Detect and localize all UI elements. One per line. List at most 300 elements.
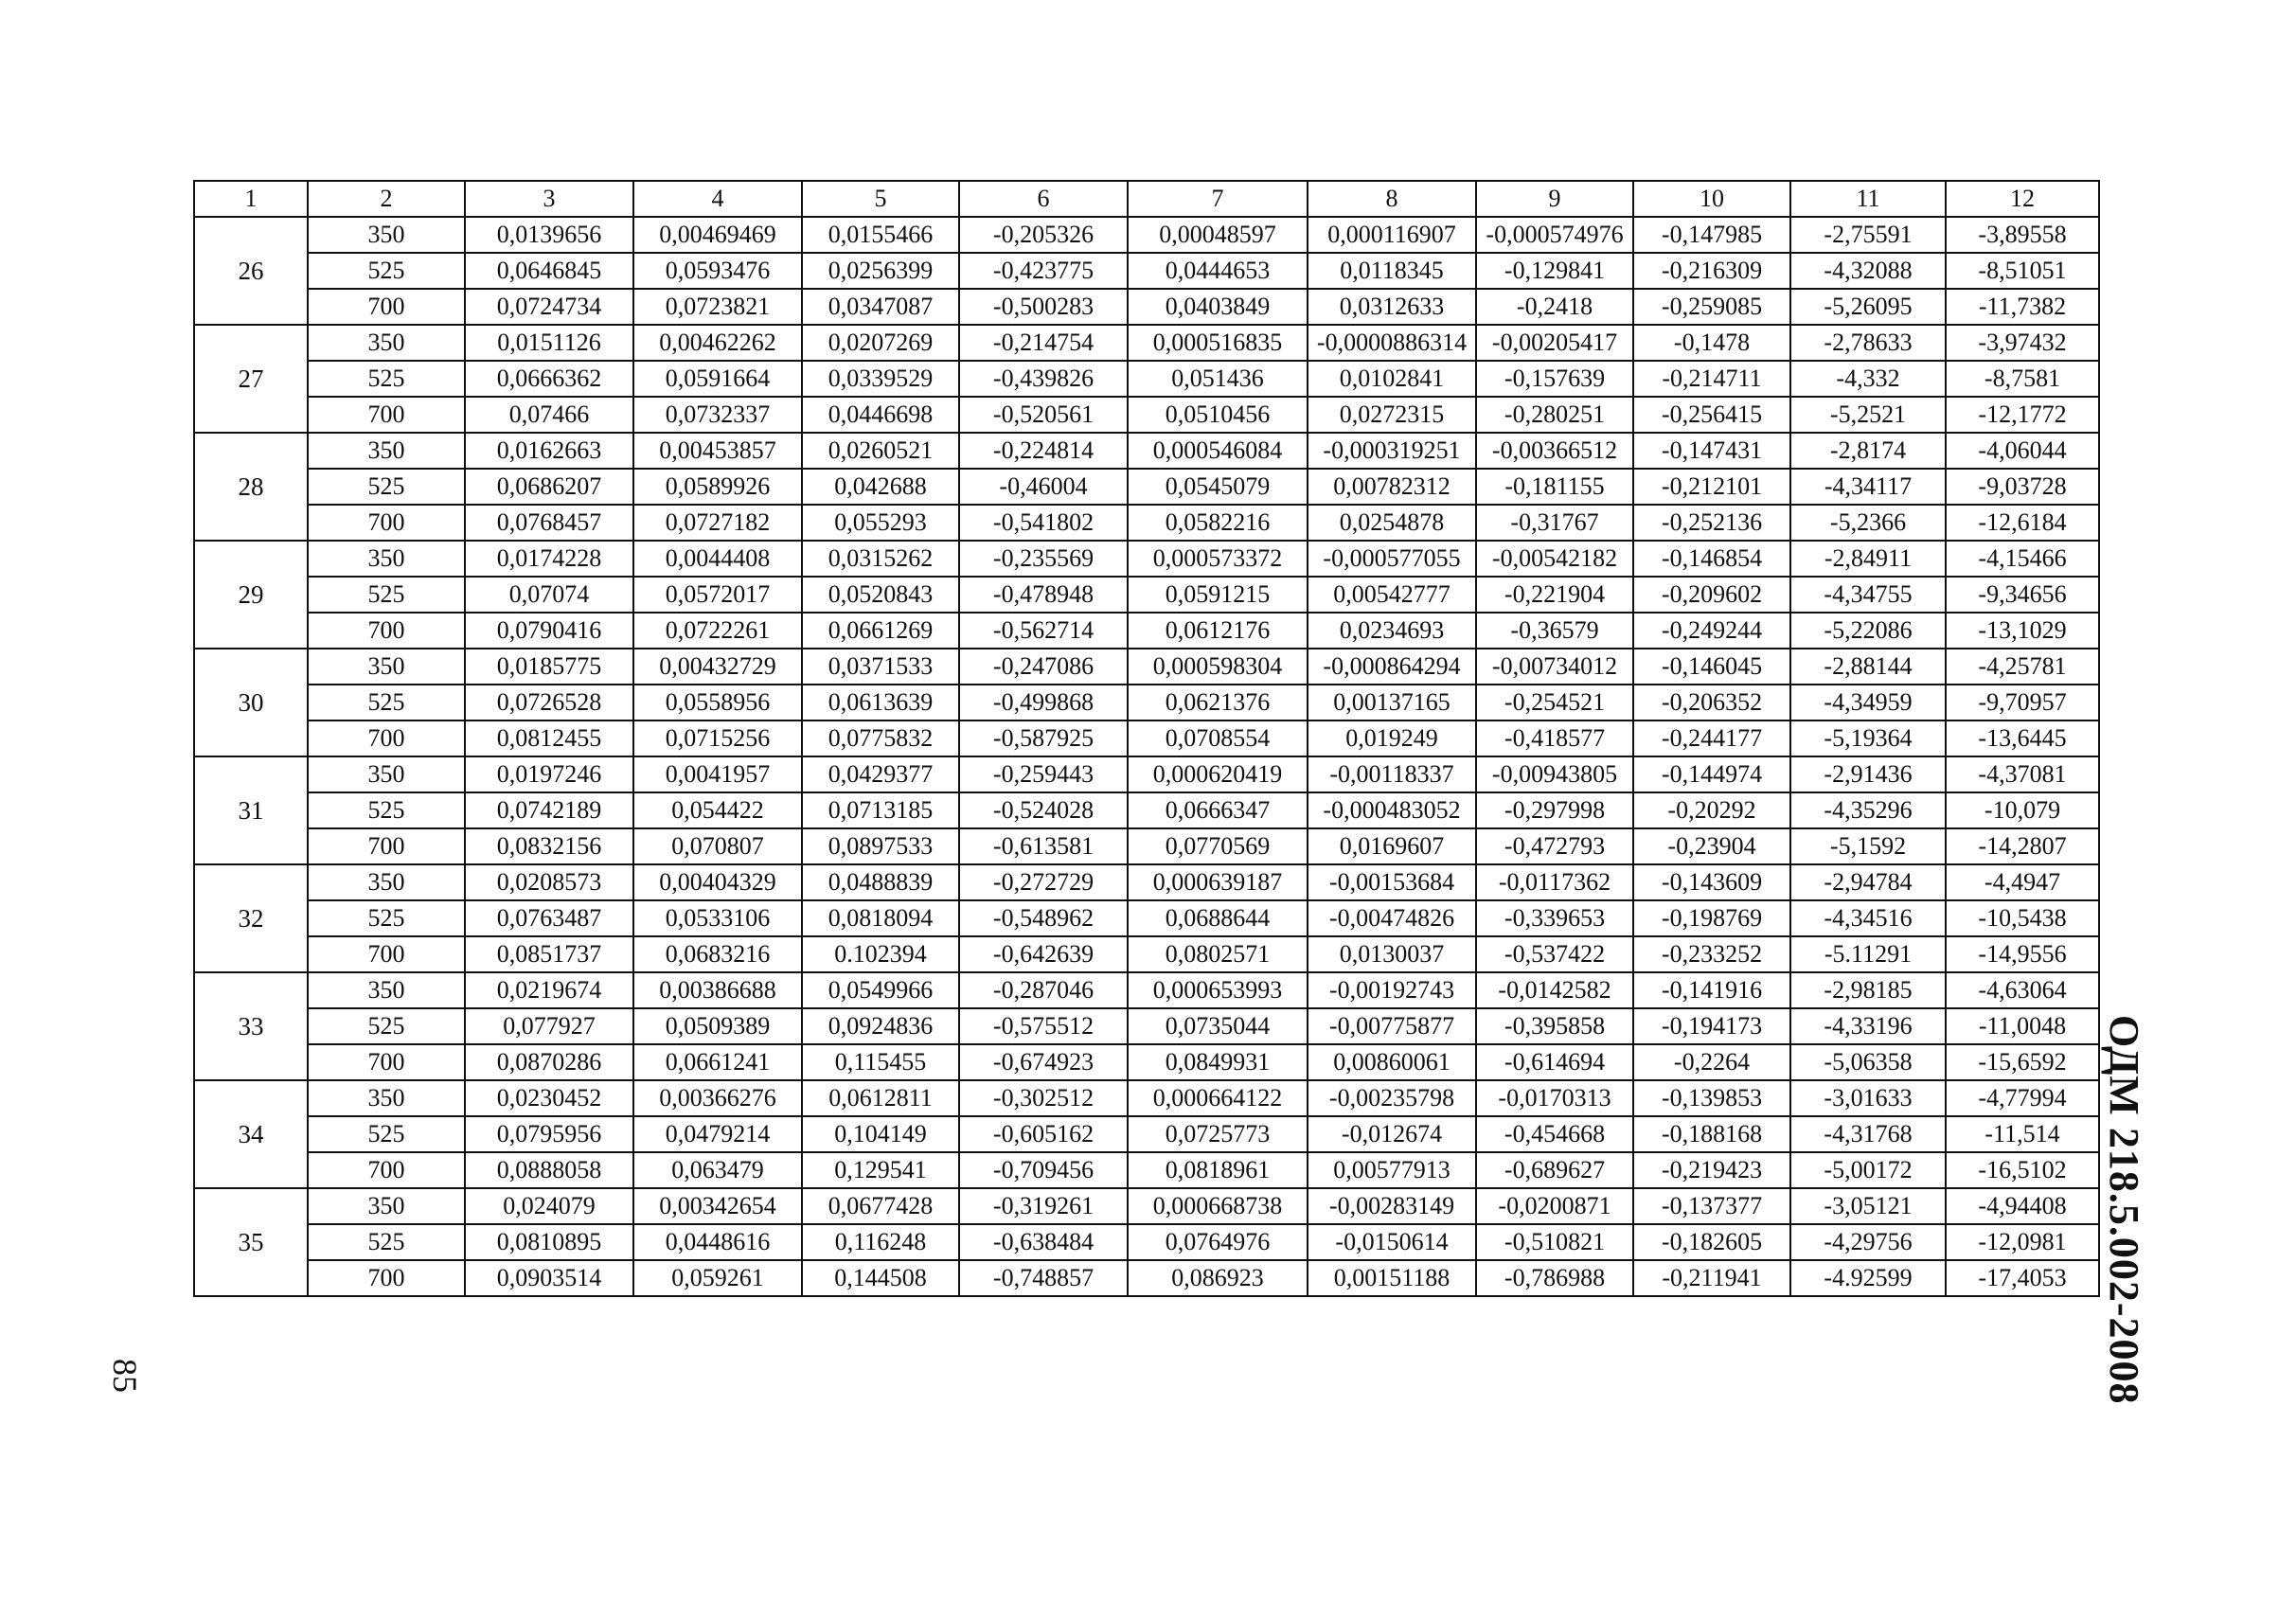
- value-cell: 0,0260521: [802, 433, 959, 469]
- column-header: 6: [959, 181, 1128, 217]
- value-cell: -4,34516: [1790, 900, 1946, 936]
- group-id-cell: 28: [194, 433, 308, 541]
- value-cell: -0,2264: [1633, 1044, 1790, 1080]
- value-cell: 0,0686207: [465, 469, 633, 505]
- value-cell: 0,0723821: [633, 289, 802, 325]
- value-cell: -0,709456: [959, 1152, 1128, 1188]
- value-cell: -12,6184: [1946, 505, 2099, 541]
- value-cell: -0,129841: [1476, 253, 1633, 289]
- value-cell: -0,259085: [1633, 289, 1790, 325]
- value-cell: -0,146045: [1633, 649, 1790, 685]
- value-cell: 0,0713185: [802, 792, 959, 828]
- load-cell: 350: [308, 541, 465, 577]
- value-cell: -0,423775: [959, 253, 1128, 289]
- value-cell: 0,0661269: [802, 613, 959, 649]
- value-cell: -5,00172: [1790, 1152, 1946, 1188]
- value-cell: -0,000319251: [1308, 433, 1476, 469]
- load-cell: 350: [308, 217, 465, 253]
- value-cell: -0,00474826: [1308, 900, 1476, 936]
- value-cell: -0,252136: [1633, 505, 1790, 541]
- value-cell: 0,0591664: [633, 361, 802, 397]
- value-cell: 0,0888058: [465, 1152, 633, 1188]
- page-number: 85: [106, 1359, 144, 1393]
- value-cell: 0,0849931: [1128, 1044, 1308, 1080]
- value-cell: -8,7581: [1946, 361, 2099, 397]
- value-cell: 0,0197246: [465, 756, 633, 792]
- table-row: [194, 433, 2099, 469]
- value-cell: 0,0130037: [1308, 936, 1476, 972]
- table-row: [194, 469, 2099, 505]
- value-cell: -0,339653: [1476, 900, 1633, 936]
- value-cell: 0,0724734: [465, 289, 633, 325]
- value-cell: -0,537422: [1476, 936, 1633, 972]
- value-cell: 0,070807: [633, 828, 802, 864]
- value-cell: -5,22086: [1790, 613, 1946, 649]
- value-cell: 0,0572017: [633, 577, 802, 613]
- column-header: 5: [802, 181, 959, 217]
- value-cell: 0,0444653: [1128, 253, 1308, 289]
- value-cell: 0,00453857: [633, 433, 802, 469]
- table-row: [194, 828, 2099, 864]
- value-cell: 0,0234693: [1308, 613, 1476, 649]
- value-cell: 0,0870286: [465, 1044, 633, 1080]
- value-cell: -0,00118337: [1308, 756, 1476, 792]
- value-cell: -15,6592: [1946, 1044, 2099, 1080]
- value-cell: 0,00462262: [633, 325, 802, 361]
- value-cell: -0,147431: [1633, 433, 1790, 469]
- value-cell: 0,0256399: [802, 253, 959, 289]
- value-cell: 0,0851737: [465, 936, 633, 972]
- value-cell: 0,0621376: [1128, 685, 1308, 720]
- value-cell: -0,247086: [959, 649, 1128, 685]
- value-cell: 0,0795956: [465, 1116, 633, 1152]
- value-cell: -0,2418: [1476, 289, 1633, 325]
- value-cell: 0,00469469: [633, 217, 802, 253]
- value-cell: 0,000620419: [1128, 756, 1308, 792]
- value-cell: -0,297998: [1476, 792, 1633, 828]
- value-cell: -13,1029: [1946, 613, 2099, 649]
- value-cell: 0,0818094: [802, 900, 959, 936]
- value-cell: -0,748857: [959, 1260, 1128, 1296]
- load-cell: 350: [308, 864, 465, 900]
- value-cell: -17,4053: [1946, 1260, 2099, 1296]
- value-cell: 0,00860061: [1308, 1044, 1476, 1080]
- value-cell: 0,042688: [802, 469, 959, 505]
- value-cell: -9,03728: [1946, 469, 2099, 505]
- value-cell: 0,054422: [633, 792, 802, 828]
- value-cell: -10,5438: [1946, 900, 2099, 936]
- value-cell: -0,587925: [959, 720, 1128, 756]
- load-cell: 525: [308, 469, 465, 505]
- value-cell: -0,23904: [1633, 828, 1790, 864]
- value-cell: -0,472793: [1476, 828, 1633, 864]
- load-cell: 525: [308, 792, 465, 828]
- value-cell: 0,0735044: [1128, 1008, 1308, 1044]
- value-cell: 0,144508: [802, 1260, 959, 1296]
- group-id-cell: 33: [194, 972, 308, 1080]
- value-cell: 0,0371533: [802, 649, 959, 685]
- load-cell: 525: [308, 1008, 465, 1044]
- value-cell: -5,06358: [1790, 1044, 1946, 1080]
- value-cell: -0,214754: [959, 325, 1128, 361]
- value-cell: -0,188168: [1633, 1116, 1790, 1152]
- value-cell: -0,319261: [959, 1188, 1128, 1224]
- value-cell: -0,233252: [1633, 936, 1790, 972]
- value-cell: 0,0479214: [633, 1116, 802, 1152]
- value-cell: -0,689627: [1476, 1152, 1633, 1188]
- value-cell: -0,46004: [959, 469, 1128, 505]
- value-cell: 0,07466: [465, 397, 633, 433]
- value-cell: -0,139853: [1633, 1080, 1790, 1116]
- value-cell: -0,0200871: [1476, 1188, 1633, 1224]
- value-cell: -0,143609: [1633, 864, 1790, 900]
- value-cell: 0,0790416: [465, 613, 633, 649]
- value-cell: 0,0347087: [802, 289, 959, 325]
- value-cell: 0,0339529: [802, 361, 959, 397]
- value-cell: -0,614694: [1476, 1044, 1633, 1080]
- value-cell: 0,00404329: [633, 864, 802, 900]
- value-cell: 0,0582216: [1128, 505, 1308, 541]
- value-cell: 0,0732337: [633, 397, 802, 433]
- value-cell: 0,0726528: [465, 685, 633, 720]
- value-cell: 0,0520843: [802, 577, 959, 613]
- value-cell: -0,499868: [959, 685, 1128, 720]
- column-header: 7: [1128, 181, 1308, 217]
- value-cell: -0,0170313: [1476, 1080, 1633, 1116]
- value-cell: -14,9556: [1946, 936, 2099, 972]
- value-cell: 0,0208573: [465, 864, 633, 900]
- value-cell: 0,0230452: [465, 1080, 633, 1116]
- value-cell: -0,212101: [1633, 469, 1790, 505]
- value-cell: 0,00386688: [633, 972, 802, 1008]
- table-row: [194, 613, 2099, 649]
- value-cell: -0,182605: [1633, 1224, 1790, 1260]
- value-cell: 0,07074: [465, 577, 633, 613]
- value-cell: 0,00137165: [1308, 685, 1476, 720]
- value-cell: -0,500283: [959, 289, 1128, 325]
- value-cell: 0,024079: [465, 1188, 633, 1224]
- value-cell: 0,0169607: [1308, 828, 1476, 864]
- load-cell: 350: [308, 325, 465, 361]
- value-cell: -0,259443: [959, 756, 1128, 792]
- value-cell: -0,221904: [1476, 577, 1633, 613]
- value-cell: 0,0219674: [465, 972, 633, 1008]
- group-id-cell: 31: [194, 756, 308, 864]
- value-cell: -0,520561: [959, 397, 1128, 433]
- value-cell: 0,0151126: [465, 325, 633, 361]
- data-table: [193, 180, 2100, 1297]
- document-code: ОДМ 218.5.002-2008: [2101, 1015, 2147, 1405]
- value-cell: 0,0775832: [802, 720, 959, 756]
- value-cell: 0,0558956: [633, 685, 802, 720]
- value-cell: -0,575512: [959, 1008, 1128, 1044]
- value-cell: 0,0646845: [465, 253, 633, 289]
- value-cell: -0,216309: [1633, 253, 1790, 289]
- group-id-cell: 30: [194, 649, 308, 756]
- value-cell: 0,116248: [802, 1224, 959, 1260]
- value-cell: 0,0612176: [1128, 613, 1308, 649]
- value-cell: -0,249244: [1633, 613, 1790, 649]
- value-cell: -0,00943805: [1476, 756, 1633, 792]
- table-row: [194, 685, 2099, 720]
- value-cell: -4,4947: [1946, 864, 2099, 900]
- value-cell: -0,219423: [1633, 1152, 1790, 1188]
- table-row: [194, 792, 2099, 828]
- table-row: [194, 936, 2099, 972]
- load-cell: 525: [308, 577, 465, 613]
- value-cell: 0,00577913: [1308, 1152, 1476, 1188]
- value-cell: -13,6445: [1946, 720, 2099, 756]
- value-cell: 0,00782312: [1308, 469, 1476, 505]
- table-row: [194, 577, 2099, 613]
- value-cell: 0,077927: [465, 1008, 633, 1044]
- value-cell: -14,2807: [1946, 828, 2099, 864]
- value-cell: -0,000864294: [1308, 649, 1476, 685]
- value-cell: 0,059261: [633, 1260, 802, 1296]
- column-header: 11: [1790, 181, 1946, 217]
- value-cell: 0,0812455: [465, 720, 633, 756]
- value-cell: 0,000573372: [1128, 541, 1308, 577]
- value-cell: 0,0666347: [1128, 792, 1308, 828]
- value-cell: -3,05121: [1790, 1188, 1946, 1224]
- column-header: 1: [194, 181, 308, 217]
- value-cell: 0,0041957: [633, 756, 802, 792]
- load-cell: 525: [308, 685, 465, 720]
- load-cell: 350: [308, 433, 465, 469]
- value-cell: -0,000577055: [1308, 541, 1476, 577]
- value-cell: 0,000653993: [1128, 972, 1308, 1008]
- value-cell: -2,75591: [1790, 217, 1946, 253]
- value-cell: 0,000546084: [1128, 433, 1308, 469]
- value-cell: 0,055293: [802, 505, 959, 541]
- value-cell: 0,00366276: [633, 1080, 802, 1116]
- value-cell: -0,510821: [1476, 1224, 1633, 1260]
- value-cell: 0.102394: [802, 936, 959, 972]
- value-cell: -4,31768: [1790, 1116, 1946, 1152]
- column-header: 12: [1946, 181, 2099, 217]
- value-cell: -0,144974: [1633, 756, 1790, 792]
- value-cell: -9,34656: [1946, 577, 2099, 613]
- value-cell: 0,0661241: [633, 1044, 802, 1080]
- load-cell: 700: [308, 828, 465, 864]
- value-cell: 0,0312633: [1308, 289, 1476, 325]
- load-cell: 350: [308, 972, 465, 1008]
- value-cell: -0,524028: [959, 792, 1128, 828]
- value-cell: 0,0613639: [802, 685, 959, 720]
- value-cell: -5.11291: [1790, 936, 1946, 972]
- value-cell: -0,272729: [959, 864, 1128, 900]
- value-cell: 0,000516835: [1128, 325, 1308, 361]
- value-cell: 0,0683216: [633, 936, 802, 972]
- load-cell: 700: [308, 397, 465, 433]
- value-cell: -8,51051: [1946, 253, 2099, 289]
- value-cell: -4,37081: [1946, 756, 2099, 792]
- value-cell: -0,000483052: [1308, 792, 1476, 828]
- value-cell: -0,0150614: [1308, 1224, 1476, 1260]
- value-cell: 0,0715256: [633, 720, 802, 756]
- value-cell: -4,34755: [1790, 577, 1946, 613]
- value-cell: 0,0185775: [465, 649, 633, 685]
- value-cell: -0,00734012: [1476, 649, 1633, 685]
- value-cell: 0,0509389: [633, 1008, 802, 1044]
- value-cell: 0,0315262: [802, 541, 959, 577]
- value-cell: -11,0048: [1946, 1008, 2099, 1044]
- value-cell: -0,214711: [1633, 361, 1790, 397]
- value-cell: 0,00342654: [633, 1188, 802, 1224]
- value-cell: -0,235569: [959, 541, 1128, 577]
- table-row: [194, 1224, 2099, 1260]
- value-cell: -0,642639: [959, 936, 1128, 972]
- value-cell: -4,35296: [1790, 792, 1946, 828]
- value-cell: -0,562714: [959, 613, 1128, 649]
- value-cell: -5,1592: [1790, 828, 1946, 864]
- value-cell: -0,137377: [1633, 1188, 1790, 1224]
- value-cell: -0,541802: [959, 505, 1128, 541]
- value-cell: -0,00366512: [1476, 433, 1633, 469]
- value-cell: 0,129541: [802, 1152, 959, 1188]
- table-row: [194, 361, 2099, 397]
- value-cell: 0,0770569: [1128, 828, 1308, 864]
- value-cell: -5,26095: [1790, 289, 1946, 325]
- value-cell: -0,00283149: [1308, 1188, 1476, 1224]
- value-cell: -0,254521: [1476, 685, 1633, 720]
- load-cell: 700: [308, 1044, 465, 1080]
- value-cell: 0,0818961: [1128, 1152, 1308, 1188]
- load-cell: 525: [308, 1116, 465, 1152]
- load-cell: 525: [308, 361, 465, 397]
- value-cell: 0,0254878: [1308, 505, 1476, 541]
- value-cell: -0,205326: [959, 217, 1128, 253]
- table-row: [194, 864, 2099, 900]
- value-cell: -0,0117362: [1476, 864, 1633, 900]
- column-header: 3: [465, 181, 633, 217]
- value-cell: 0,0589926: [633, 469, 802, 505]
- value-cell: -5,19364: [1790, 720, 1946, 756]
- value-cell: -0,147985: [1633, 217, 1790, 253]
- value-cell: -3,01633: [1790, 1080, 1946, 1116]
- value-cell: -5,2366: [1790, 505, 1946, 541]
- value-cell: 0,000639187: [1128, 864, 1308, 900]
- value-cell: 0,115455: [802, 1044, 959, 1080]
- column-header: 9: [1476, 181, 1633, 217]
- value-cell: -0,0142582: [1476, 972, 1633, 1008]
- value-cell: -2,91436: [1790, 756, 1946, 792]
- value-cell: 0,0593476: [633, 253, 802, 289]
- value-cell: -0,302512: [959, 1080, 1128, 1116]
- value-cell: 0,0488839: [802, 864, 959, 900]
- value-cell: -0,157639: [1476, 361, 1633, 397]
- table-row: [194, 649, 2099, 685]
- value-cell: -12,1772: [1946, 397, 2099, 433]
- value-cell: -4,29756: [1790, 1224, 1946, 1260]
- value-cell: 0,0155466: [802, 217, 959, 253]
- value-cell: -0,211941: [1633, 1260, 1790, 1296]
- group-id-cell: 29: [194, 541, 308, 649]
- value-cell: 0,00432729: [633, 649, 802, 685]
- table-row: [194, 541, 2099, 577]
- value-cell: 0,0897533: [802, 828, 959, 864]
- table-row: [194, 253, 2099, 289]
- value-cell: 0,0549966: [802, 972, 959, 1008]
- table-row: [194, 217, 2099, 253]
- value-cell: 0,0118345: [1308, 253, 1476, 289]
- value-cell: 0,0044408: [633, 541, 802, 577]
- table-row: [194, 756, 2099, 792]
- value-cell: 0,00048597: [1128, 217, 1308, 253]
- value-cell: 0,00151188: [1308, 1260, 1476, 1296]
- value-cell: 0,000664122: [1128, 1080, 1308, 1116]
- table-row: [194, 1188, 2099, 1224]
- value-cell: -0,439826: [959, 361, 1128, 397]
- value-cell: -0,141916: [1633, 972, 1790, 1008]
- value-cell: 0,0768457: [465, 505, 633, 541]
- value-cell: -4,34959: [1790, 685, 1946, 720]
- value-cell: 0,0448616: [633, 1224, 802, 1260]
- value-cell: -0,00235798: [1308, 1080, 1476, 1116]
- value-cell: -4,33196: [1790, 1008, 1946, 1044]
- table-row: [194, 1008, 2099, 1044]
- table-row: [194, 505, 2099, 541]
- value-cell: 0,0446698: [802, 397, 959, 433]
- value-cell: -0,613581: [959, 828, 1128, 864]
- column-header: 2: [308, 181, 465, 217]
- value-cell: 0,0764976: [1128, 1224, 1308, 1260]
- value-cell: -0,146854: [1633, 541, 1790, 577]
- load-cell: 350: [308, 1080, 465, 1116]
- value-cell: -2,8174: [1790, 433, 1946, 469]
- load-cell: 350: [308, 756, 465, 792]
- value-cell: -0,206352: [1633, 685, 1790, 720]
- value-cell: 0,063479: [633, 1152, 802, 1188]
- value-cell: -2,94784: [1790, 864, 1946, 900]
- table-row: [194, 1044, 2099, 1080]
- table-row: [194, 720, 2099, 756]
- value-cell: -9,70957: [1946, 685, 2099, 720]
- value-cell: 0,0510456: [1128, 397, 1308, 433]
- value-cell: -0,1478: [1633, 325, 1790, 361]
- value-cell: 0,0763487: [465, 900, 633, 936]
- value-cell: 0,0722261: [633, 613, 802, 649]
- value-cell: -2,98185: [1790, 972, 1946, 1008]
- value-cell: -4,77994: [1946, 1080, 2099, 1116]
- value-cell: -4,94408: [1946, 1188, 2099, 1224]
- value-cell: 0,0162663: [465, 433, 633, 469]
- value-cell: -4,63064: [1946, 972, 2099, 1008]
- value-cell: 0,0903514: [465, 1260, 633, 1296]
- value-cell: -0,786988: [1476, 1260, 1633, 1296]
- value-cell: 0,0139656: [465, 217, 633, 253]
- value-cell: -4.92599: [1790, 1260, 1946, 1296]
- value-cell: 0,019249: [1308, 720, 1476, 756]
- value-cell: 0,0924836: [802, 1008, 959, 1044]
- table-body: [194, 217, 2099, 1296]
- value-cell: -0,418577: [1476, 720, 1633, 756]
- value-cell: -0,395858: [1476, 1008, 1633, 1044]
- value-cell: -0,00775877: [1308, 1008, 1476, 1044]
- load-cell: 700: [308, 505, 465, 541]
- group-id-cell: 27: [194, 325, 308, 433]
- value-cell: 0,104149: [802, 1116, 959, 1152]
- column-header: 10: [1633, 181, 1790, 217]
- value-cell: -5,2521: [1790, 397, 1946, 433]
- value-cell: -10,079: [1946, 792, 2099, 828]
- load-cell: 700: [308, 936, 465, 972]
- value-cell: -0,012674: [1308, 1116, 1476, 1152]
- value-cell: 0,000598304: [1128, 649, 1308, 685]
- group-id-cell: 32: [194, 864, 308, 972]
- load-cell: 700: [308, 1152, 465, 1188]
- load-cell: 700: [308, 613, 465, 649]
